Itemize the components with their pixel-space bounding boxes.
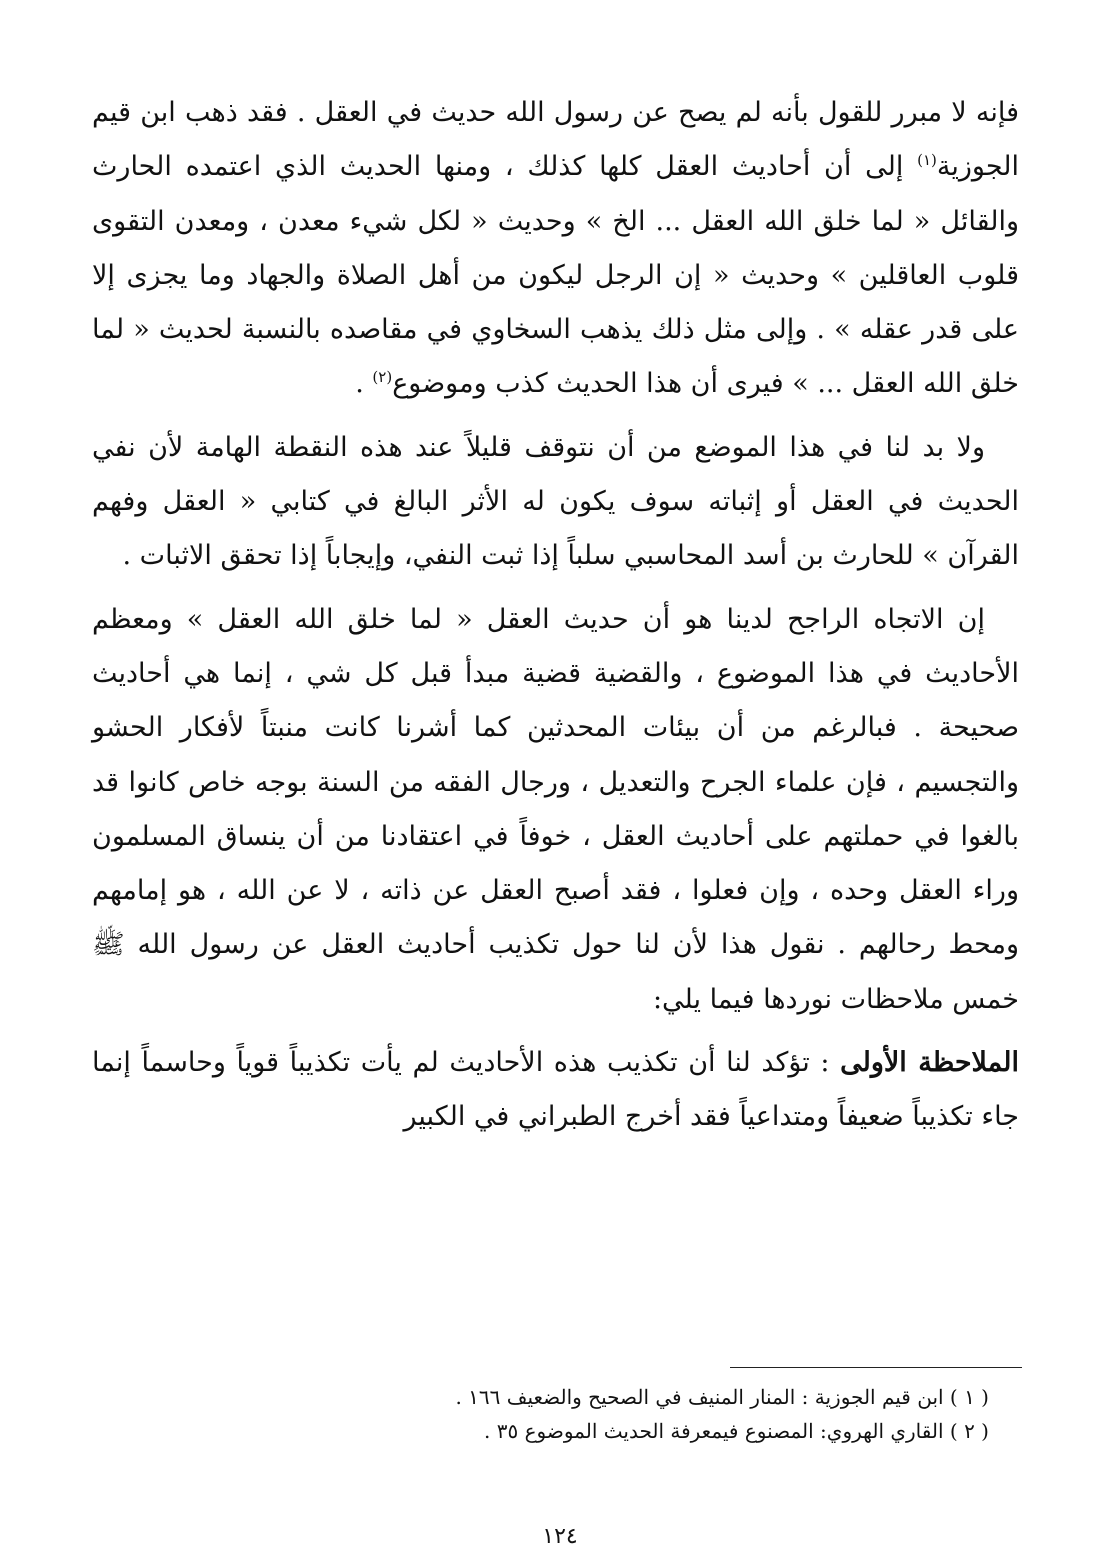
footnote-2: ( ٢ ) القاري الهروي: المصنوع فيمعرفة الحديث الموضوع ٣٥ . <box>484 1419 989 1443</box>
text-segment: فإنه لا مبرر للقول بأنه لم يصح عن رسول الله حديث في العقل . فقد ذهب ابن قيم الجوزية <box>92 97 1019 183</box>
observation-heading: الملاحظة الأولى <box>840 1047 1019 1079</box>
footnote-1: ( ١ ) ابن قيم الجوزية : المنار المنيف في الصحيح والضعيف ١٦٦ . <box>455 1385 989 1409</box>
main-text <box>92 86 1019 1145</box>
footnote-ref-1[interactable]: (١) <box>917 151 937 170</box>
text-segment: . <box>355 368 373 400</box>
footnote-separator <box>730 1367 1022 1368</box>
text-segment: إلى أن أحاديث العقل كلها كذلك ، ومنها الحديث الذي اعتمده الحارث والقائل « لما خلق الله العقل ... الخ » وحديث « لكل شيء معدن ، ومعدن التقوى قلوب العاقلين » وحديث « إن الرجل ليكون من أهل الصلاة والجهاد وما يجزى إلا على قدر عقله » . وإلى مثل ذلك يذهب السخاوي في مقاصده بالنسبة لحديث « لما خلق الله العقل ... » فيرى أن هذا الحديث كذب وموضوع <box>92 151 1019 400</box>
footnotes <box>340 1380 989 1448</box>
paragraph-3 <box>92 593 1019 1027</box>
text-segment: إن الاتجاه الراجح لدينا هو أن حديث العقل « لما خلق الله العقل » ومعظم الأحاديث في هذا الموضوع ، والقضية قضية مبدأ قبل كل شي ، إنما هي أحاديث صحيحة . فبالرغم من أن بيئات المحدثين كما أشرنا كانت منبتاً لأفكار الحشو والتجسيم ، فإن علماء الجرح والتعديل ، ورجال الفقه من السنة بوجه خاص كانوا قد بالغوا في حملتهم على أحاديث العقل ، خوفاً في اعتقادنا من أن ينساق المسلمون وراء العقل وحده ، وإن فعلوا ، فقد أصبح العقل عن ذاته ، لا عن الله ، هو إمامهم ومحط رحالهم . نقول هذا لأن لنا حول تكذيب أحاديث العقل عن رسول الله ﷺ خمس ملاحظات نوردها فيما يلي: <box>92 603 1019 1015</box>
paragraph-2 <box>92 421 1019 584</box>
footnote-ref-2[interactable]: (٢) <box>372 368 393 387</box>
paragraph-4 <box>92 1036 1019 1145</box>
paragraph-1 <box>92 86 1019 412</box>
text-segment: : تؤكد لنا أن تكذيب هذه الأحاديث لم يأت تكذيباً قوياً وحاسماً إنما جاء تكذيباً ضعيفاً ومتداعياً فقد أخرج الطبراني في الكبير <box>92 1047 1019 1133</box>
text-segment: ولا بد لنا في هذا الموضع من أن نتوقف قليلاً عند هذه النقطة الهامة لأن نفي الحديث في العقل أو إثباته سوف يكون له الأثر البالغ في كتابي « العقل وفهم القرآن » للحارث بن أسد المحاسبي سلباً إذا ثبت النفي، وإيجاباً إذا تحقق الاثبات . <box>92 431 1019 572</box>
page-number: ١٢٤ <box>542 1524 578 1549</box>
